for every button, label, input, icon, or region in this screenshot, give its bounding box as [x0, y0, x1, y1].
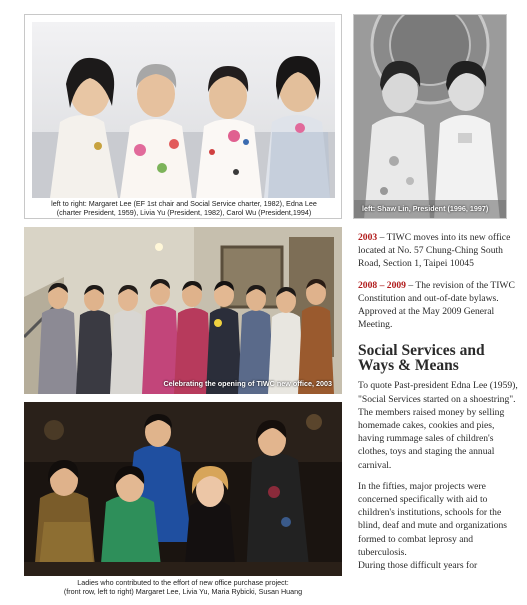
- caption-line: Ladies who contributed to the effort of new office purchase project:: [77, 578, 289, 587]
- group-photo-four-women: [32, 22, 335, 198]
- paragraph-quote: To quote Past-president Edna Lee (1959), "Social Services started on a shoestring". The members raised money by selling homemade cakes, cookies and pies, having rummage sales of children's clothes, toys and staging the annual carnival.: [358, 380, 518, 471]
- caption-line: (front row, left to right) Margaret Lee, Livia Yu, Maria Rybicki, Susan Huang: [63, 587, 303, 596]
- paragraph-continued: During those difficult years for: [358, 560, 478, 572]
- photo-2-caption: left: Shaw Lin, President (1996, 1997): [362, 204, 489, 213]
- paragraph-fifties: In the fifties, major projects were concerned specifically with aid to children's institutions, schools for the blind, deaf and mute and organizations formed to combat leprosy and tuberculosis.: [358, 480, 508, 558]
- caption-line: left to right: Margaret Lee (EF 1st chair and Social Service charter, 1982), Edna Lee: [51, 199, 317, 208]
- article-column: [358, 231, 518, 572]
- photo-4-caption: [24, 578, 342, 596]
- photo-frame-1: [24, 14, 342, 219]
- office-opening-photo: [24, 227, 342, 394]
- paragraph-2008-2009: [358, 279, 518, 332]
- shaw-lin-photo: [353, 14, 507, 219]
- section-heading: [358, 343, 518, 373]
- paragraph-text: – TIWC moves into its new office located at No. 57 Chung-Ching South Road, Section 1, Taipei 10045: [358, 232, 511, 270]
- paragraph-text: – The revision of the TIWC Constitution and out-of-date bylaws. Approved at the May 2009 General Meeting.: [358, 279, 515, 331]
- new-office-contributors-photo: [24, 402, 342, 576]
- photo-3-caption: Celebrating the opening of TIWC new office, 2003: [163, 379, 332, 388]
- photo-1-caption: [31, 199, 337, 217]
- year-label: 2003: [358, 232, 378, 243]
- heading-line: Ways & Means: [358, 357, 459, 375]
- paragraph-2003: [358, 231, 518, 271]
- heading-line: Social Services and: [358, 342, 485, 360]
- year-label: 2008 – 2009: [358, 279, 406, 291]
- caption-line: (charter President, 1959), Livia Yu (President, 1982), Carol Wu (President,1994): [56, 208, 312, 217]
